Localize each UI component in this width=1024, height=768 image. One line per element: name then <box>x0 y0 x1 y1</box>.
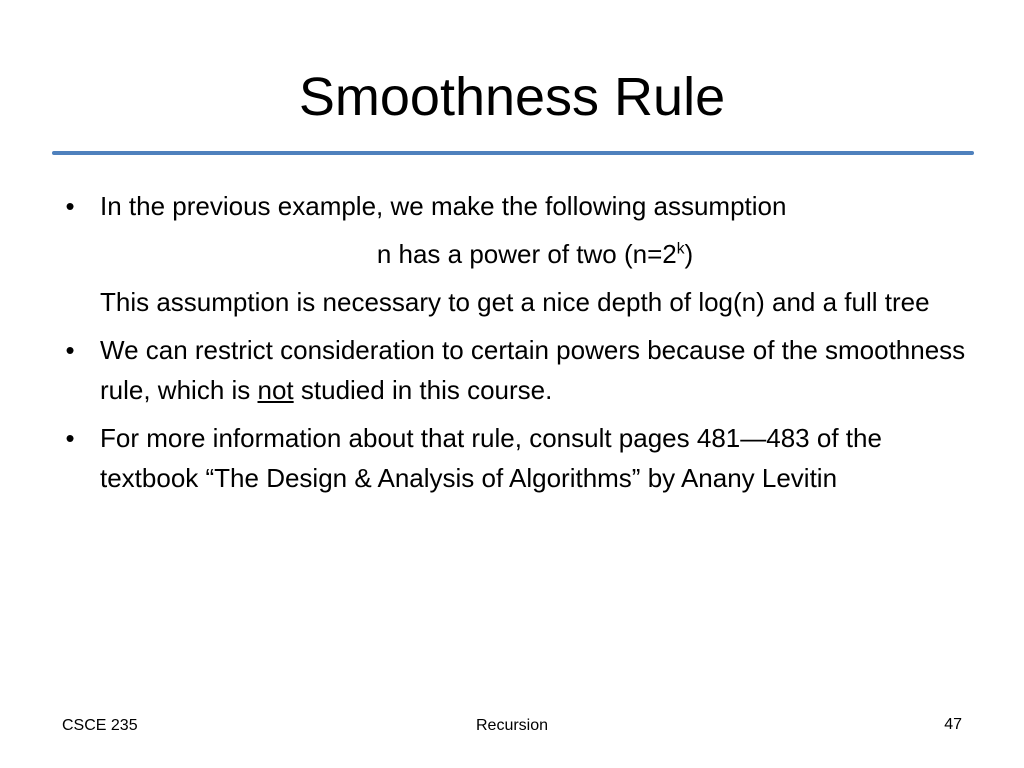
footer-course: CSCE 235 <box>62 717 138 734</box>
underlined-word: not <box>257 375 294 405</box>
paragraph-text: This assumption is necessary to get a nice depth of log(n) and a full tree <box>100 287 930 317</box>
bullet-text: For more information about that rule, consult pages 481—483 of the textbook “The Design & Analysis of Algorithms” by Anany Levitin <box>100 423 882 493</box>
page-number: 47 <box>944 716 962 733</box>
centered-assumption <box>58 234 970 274</box>
bullet-item <box>58 186 970 226</box>
bullet-text-end: studied in this course. <box>293 375 553 405</box>
indented-paragraph <box>58 282 970 322</box>
bullet-item <box>58 418 970 498</box>
assumption-text-end: ) <box>684 239 694 269</box>
slide-body <box>58 186 970 506</box>
bullet-text: In the previous example, we make the following assumption <box>100 191 787 221</box>
title-underline-rule <box>52 151 974 155</box>
bullet-dot-icon: • <box>65 191 75 221</box>
slide-title: Smoothness Rule <box>298 67 726 127</box>
footer-topic: Recursion <box>475 717 549 734</box>
exponent: k <box>676 240 685 258</box>
bullet-item <box>58 330 970 410</box>
bullet-dot-icon: • <box>65 423 75 453</box>
assumption-text: n has a power of two (n=2 <box>376 239 677 269</box>
bullet-dot-icon: • <box>65 335 75 365</box>
bullet-text: We can restrict consideration to certain powers because of the smoothness rule, which is <box>100 335 966 405</box>
